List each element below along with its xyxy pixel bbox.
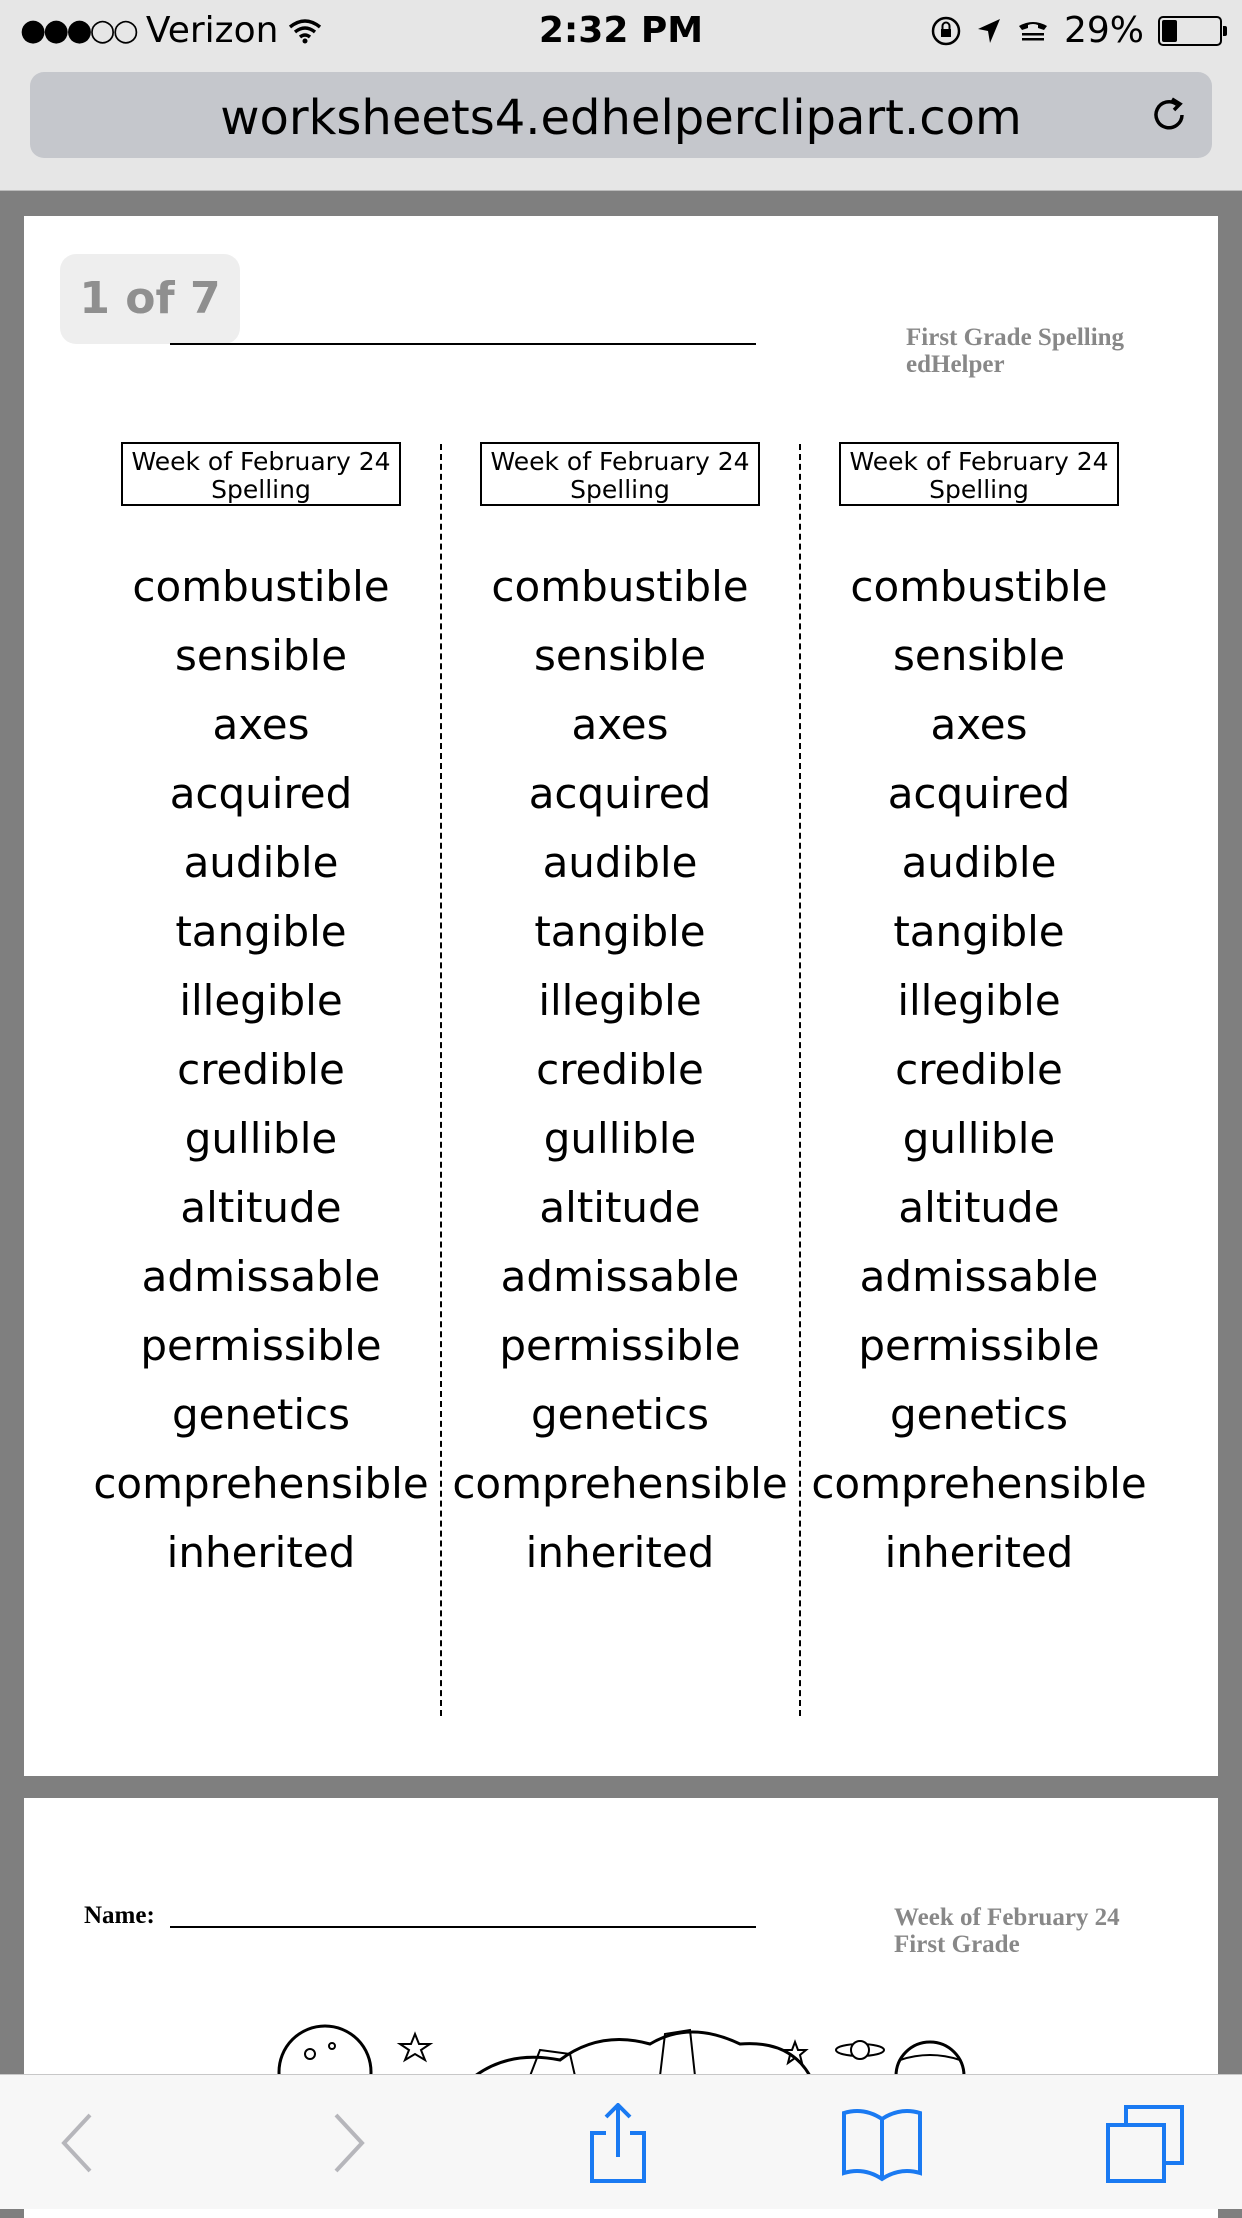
spelling-word: permissible [140,1321,382,1370]
spelling-word: sensible [174,631,348,680]
name-line [170,343,756,345]
spelling-word: gullible [543,1114,697,1163]
spelling-word: acquired [169,769,353,818]
tty-icon [1016,18,1050,44]
worksheet-header-grade: First Grade [894,1931,1020,1958]
spelling-word: credible [895,1045,1063,1094]
worksheet-header-title: First Grade Spelling [906,324,1125,351]
battery-icon [1158,16,1222,46]
browser-address-area [0,64,1242,191]
spelling-word: combustible [132,562,390,611]
worksheet-header-week: Week of February 24 [894,1904,1120,1931]
column-header-box [839,442,1118,506]
status-right [930,10,1222,51]
spelling-word: audible [542,838,698,887]
back-icon[interactable] [40,2103,120,2183]
status-bar [0,0,1242,64]
spelling-word: combustible [850,562,1108,611]
spelling-word: axes [571,700,669,749]
spelling-word: altitude [180,1183,342,1232]
spelling-word: admissable [500,1252,740,1301]
spelling-word: sensible [533,631,707,680]
name-label: Name: [84,1902,155,1929]
word-list [81,552,441,1587]
column-header-title: Week of February 24 [849,447,1109,476]
clock: 2:32 PM [538,10,704,51]
column-header-title: Week of February 24 [490,447,750,476]
carrier-name: Verizon [145,10,279,51]
tabs-icon[interactable] [1106,2103,1186,2183]
spelling-word: illegible [179,976,343,1025]
spelling-word: comprehensible [452,1459,788,1508]
spelling-word: tangible [893,907,1065,956]
spelling-word: credible [177,1045,345,1094]
spelling-word: inherited [525,1528,715,1577]
spelling-word: permissible [499,1321,741,1370]
url-text[interactable]: worksheets4.edhelperclipart.com [220,90,1022,146]
spelling-word: sensible [892,631,1066,680]
spelling-word: genetics [530,1390,710,1439]
column-header-box [480,442,759,506]
spelling-word: inherited [884,1528,1074,1577]
spelling-word: permissible [858,1321,1100,1370]
spelling-column-1 [81,442,441,1587]
column-header-box [121,442,400,506]
spelling-word: altitude [898,1183,1060,1232]
spelling-banner-illustration [270,2020,970,2076]
spelling-word: acquired [887,769,1071,818]
worksheet-header [906,324,1124,378]
spelling-word: admissable [859,1252,1099,1301]
spelling-column-3 [799,442,1159,1587]
column-header-subtitle: Spelling [570,475,670,504]
browser-toolbar [0,2074,1242,2209]
spelling-word: tangible [175,907,347,956]
spelling-word: genetics [171,1390,351,1439]
spelling-word: combustible [491,562,749,611]
spelling-word: audible [901,838,1057,887]
word-list [440,552,800,1587]
reload-icon[interactable] [1146,92,1192,138]
worksheet-header-source: edHelper [906,351,1005,378]
word-list [799,552,1159,1587]
spelling-word: comprehensible [811,1459,1147,1508]
spelling-word: genetics [889,1390,1069,1439]
spelling-word: inherited [166,1528,356,1577]
page-counter: 1 of 7 [60,254,240,344]
name-line [170,1926,756,1928]
spelling-word: acquired [528,769,712,818]
share-icon[interactable] [578,2103,658,2183]
column-header-subtitle: Spelling [929,475,1029,504]
spelling-word: credible [536,1045,704,1094]
column-header-subtitle: Spelling [211,475,311,504]
spelling-word: illegible [897,976,1061,1025]
spelling-word: illegible [538,976,702,1025]
spelling-word: admissable [141,1252,381,1301]
address-bar[interactable] [30,72,1212,158]
worksheet-header [894,1904,1120,1958]
bookmarks-icon[interactable] [842,2103,922,2183]
spelling-word: axes [930,700,1028,749]
column-header-title: Week of February 24 [131,447,391,476]
forward-icon[interactable] [306,2103,386,2183]
spelling-word: tangible [534,907,706,956]
location-icon [976,17,1002,45]
spelling-word: comprehensible [93,1459,429,1508]
signal-strength-icon: ●●●○○ [20,13,136,48]
spelling-word: axes [212,700,310,749]
spelling-word: audible [183,838,339,887]
spelling-word: gullible [184,1114,338,1163]
spelling-column-2 [440,442,800,1587]
rotation-lock-icon [930,15,962,47]
spelling-word: altitude [539,1183,701,1232]
spelling-word: gullible [902,1114,1056,1163]
battery-percent: 29% [1063,10,1144,51]
